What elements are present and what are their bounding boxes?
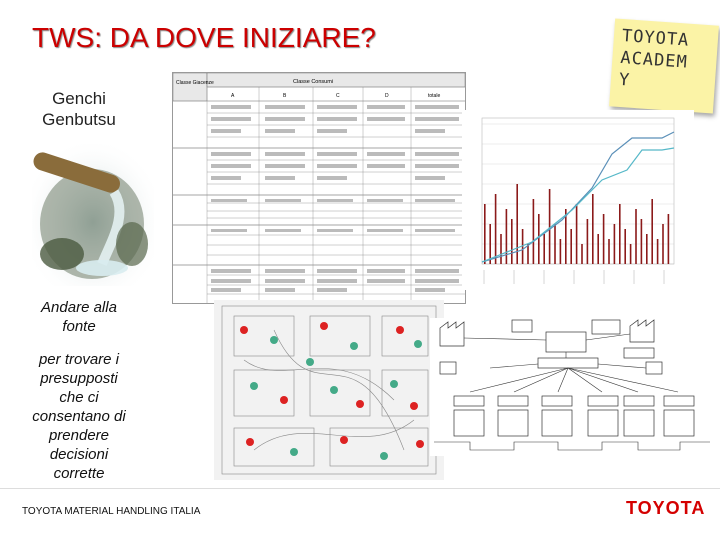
table-col-c: C xyxy=(336,93,340,99)
toyota-academy-sticky-note xyxy=(609,18,719,113)
chart-bar xyxy=(570,229,572,264)
water-source-photo xyxy=(32,144,154,286)
chart-bar xyxy=(624,229,626,264)
chart-bar xyxy=(619,204,621,264)
chart-bar xyxy=(554,224,556,264)
chart-bar xyxy=(511,219,513,264)
chart-bar xyxy=(608,239,610,264)
chart-bar xyxy=(597,234,599,264)
plan-marker xyxy=(414,340,422,348)
chart-bar xyxy=(581,244,583,264)
plan-marker xyxy=(320,322,328,330)
chart-bar xyxy=(495,194,497,264)
consumption-chart-thumbnail xyxy=(462,110,694,290)
chart-bar xyxy=(527,244,529,264)
table-header-top: Classe Consumi xyxy=(293,79,334,85)
chart-bar xyxy=(484,204,486,264)
toyota-logo: TOYOTA xyxy=(626,498,706,518)
chart-bar xyxy=(549,189,551,264)
chart-bar xyxy=(662,224,664,264)
footer-divider xyxy=(0,488,720,489)
plan-marker xyxy=(306,358,314,366)
chart-bar xyxy=(630,244,632,264)
slide-title: TWS: DA DOVE INIZIARE? xyxy=(32,22,376,53)
chart-bar xyxy=(500,234,502,264)
chart-bar xyxy=(560,239,562,264)
plan-marker xyxy=(246,438,254,446)
plan-marker xyxy=(280,396,288,404)
plan-marker xyxy=(270,336,278,344)
chart-bar xyxy=(543,234,545,264)
footer-company: TOYOTA MATERIAL HANDLING ITALIA xyxy=(22,506,201,517)
chart-bar xyxy=(538,214,540,264)
genchi-genbutsu-label: Genchi Genbutsu xyxy=(42,89,116,129)
chart-bar xyxy=(603,214,605,264)
plan-marker xyxy=(390,380,398,388)
plan-marker xyxy=(410,402,418,410)
chart-bar xyxy=(533,199,535,264)
chart-bar xyxy=(646,234,648,264)
decision-text: per trovare i presupposti che ci consentano di prendere decisioni corrette xyxy=(32,351,126,482)
table-col-b: B xyxy=(283,93,287,99)
sticky-note-text: TOYOTA ACADEM Y xyxy=(618,26,690,91)
plan-marker xyxy=(250,382,258,390)
chart-bar xyxy=(592,194,594,264)
table-header-left: Classe Giacenze xyxy=(176,80,214,86)
chart-bar xyxy=(576,204,578,264)
table-col-a: A xyxy=(231,93,235,99)
plan-marker xyxy=(350,342,358,350)
plan-marker xyxy=(240,326,248,334)
chart-bar xyxy=(587,219,589,264)
chart-bar xyxy=(651,199,653,264)
chart-bar xyxy=(668,214,670,264)
plan-marker xyxy=(290,448,298,456)
plan-marker xyxy=(330,386,338,394)
plan-marker xyxy=(340,436,348,444)
chart-bar xyxy=(641,219,643,264)
plan-marker xyxy=(380,452,388,460)
plan-marker xyxy=(356,400,364,408)
abc-classification-table xyxy=(172,72,466,304)
warehouse-layout-thumbnail xyxy=(214,300,444,480)
value-stream-map-thumbnail xyxy=(430,318,716,456)
table-col-totale: totale xyxy=(428,93,441,99)
chart-bar xyxy=(506,209,508,264)
table-col-d: D xyxy=(385,93,389,99)
andare-alla-fonte-text: Andare alla fonte xyxy=(41,299,117,335)
plan-marker xyxy=(416,440,424,448)
plan-marker xyxy=(396,326,404,334)
chart-bar xyxy=(635,209,637,264)
chart-bar xyxy=(657,239,659,264)
chart-bar xyxy=(614,224,616,264)
